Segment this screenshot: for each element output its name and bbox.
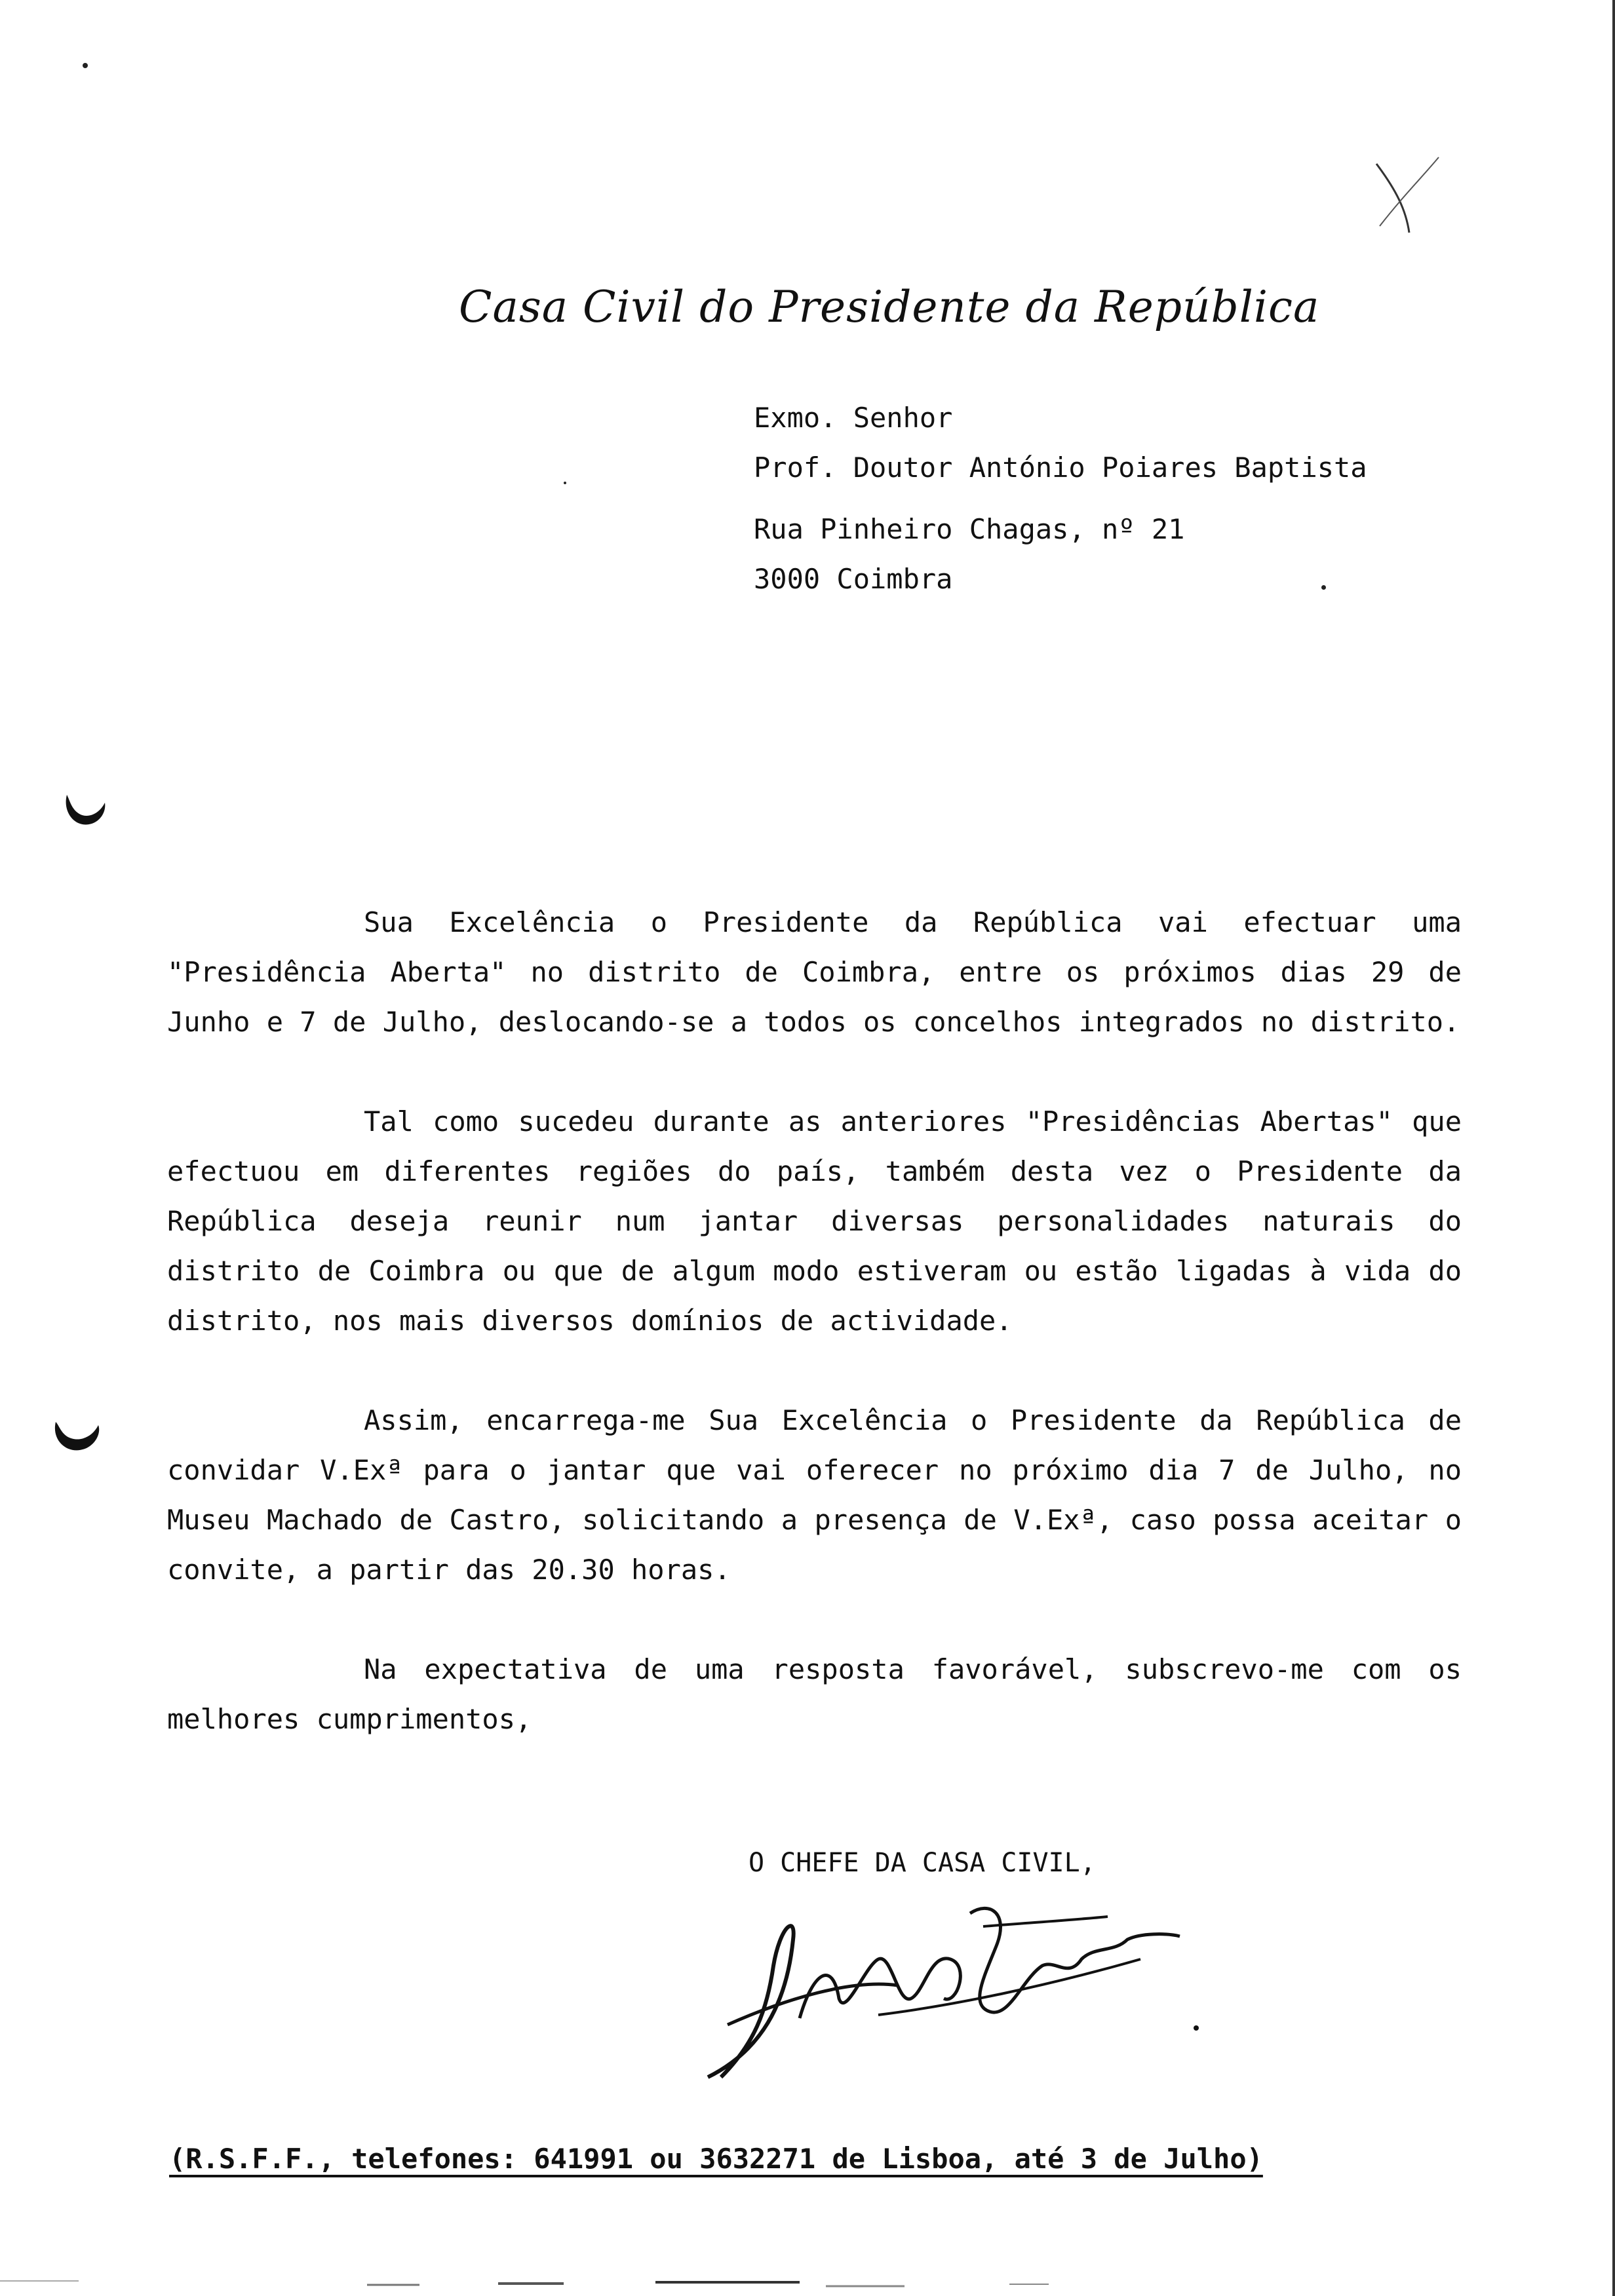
recipient-salutation: Exmo. Senhor — [754, 402, 953, 434]
recipient-street: Rua Pinheiro Chagas, nº 21 — [754, 513, 1185, 545]
punch-hole-icon — [59, 783, 111, 835]
speck — [1321, 585, 1326, 590]
recipient-address — [754, 393, 1540, 604]
paragraph-3: Assim, encarrega-me Sua Excelência o Presidente da República de convidar V.Exª para o jantar que vai oferecer no próximo dia 7 de Julho, no Museu Machado de Castro, solicitando a presença de V.Exª, caso possa aceitar o convite, a partir das 20.30 horas. — [167, 1404, 1462, 1586]
page-edge — [1603, 0, 1615, 2296]
speck — [83, 63, 88, 68]
footer-note: (R.S.F.F., telefones: 641991 ou 3632271 de Lisboa, até 3 de Julho) — [169, 2143, 1263, 2175]
speck — [564, 482, 566, 484]
handwritten-signature — [682, 1887, 1206, 2090]
recipient-city: 3000 Coimbra — [754, 563, 953, 595]
paragraph-4: Na expectativa de uma resposta favorável, subscrevo-me com os melhores cumprimentos, — [167, 1653, 1462, 1735]
paragraph-1: Sua Excelência o Presidente da República vai efectuar uma "Presidência Aberta" no distrito de Coimbra, entre os próximos dias 29 de Junho e 7 de Julho, deslocando-se a todos os concelhos integrados no distrito. — [167, 906, 1462, 1038]
paragraph-2: Tal como sucedeu durante as anteriores "Presidências Abertas" que efectuou em diferentes regiões do país, também desta vez o Presidente da República deseja reunir num jantar diversas personalidades naturais do distrito de Coimbra ou que de algum modo estiveram ou estão ligadas à vida do distrito, nos mais diversos domínios de actividade. — [167, 1105, 1462, 1337]
punch-hole-icon — [46, 1402, 105, 1461]
signatory-title: O CHEFE DA CASA CIVIL, — [749, 1848, 1096, 1878]
letterhead: Casa Civil do Presidente da República — [459, 282, 1320, 332]
scan-edge-marks — [0, 2277, 1615, 2296]
check-mark-icon — [1370, 151, 1442, 236]
recipient-name: Prof. Doutor António Poiares Baptista — [754, 451, 1367, 484]
letter-body — [167, 898, 1462, 1794]
